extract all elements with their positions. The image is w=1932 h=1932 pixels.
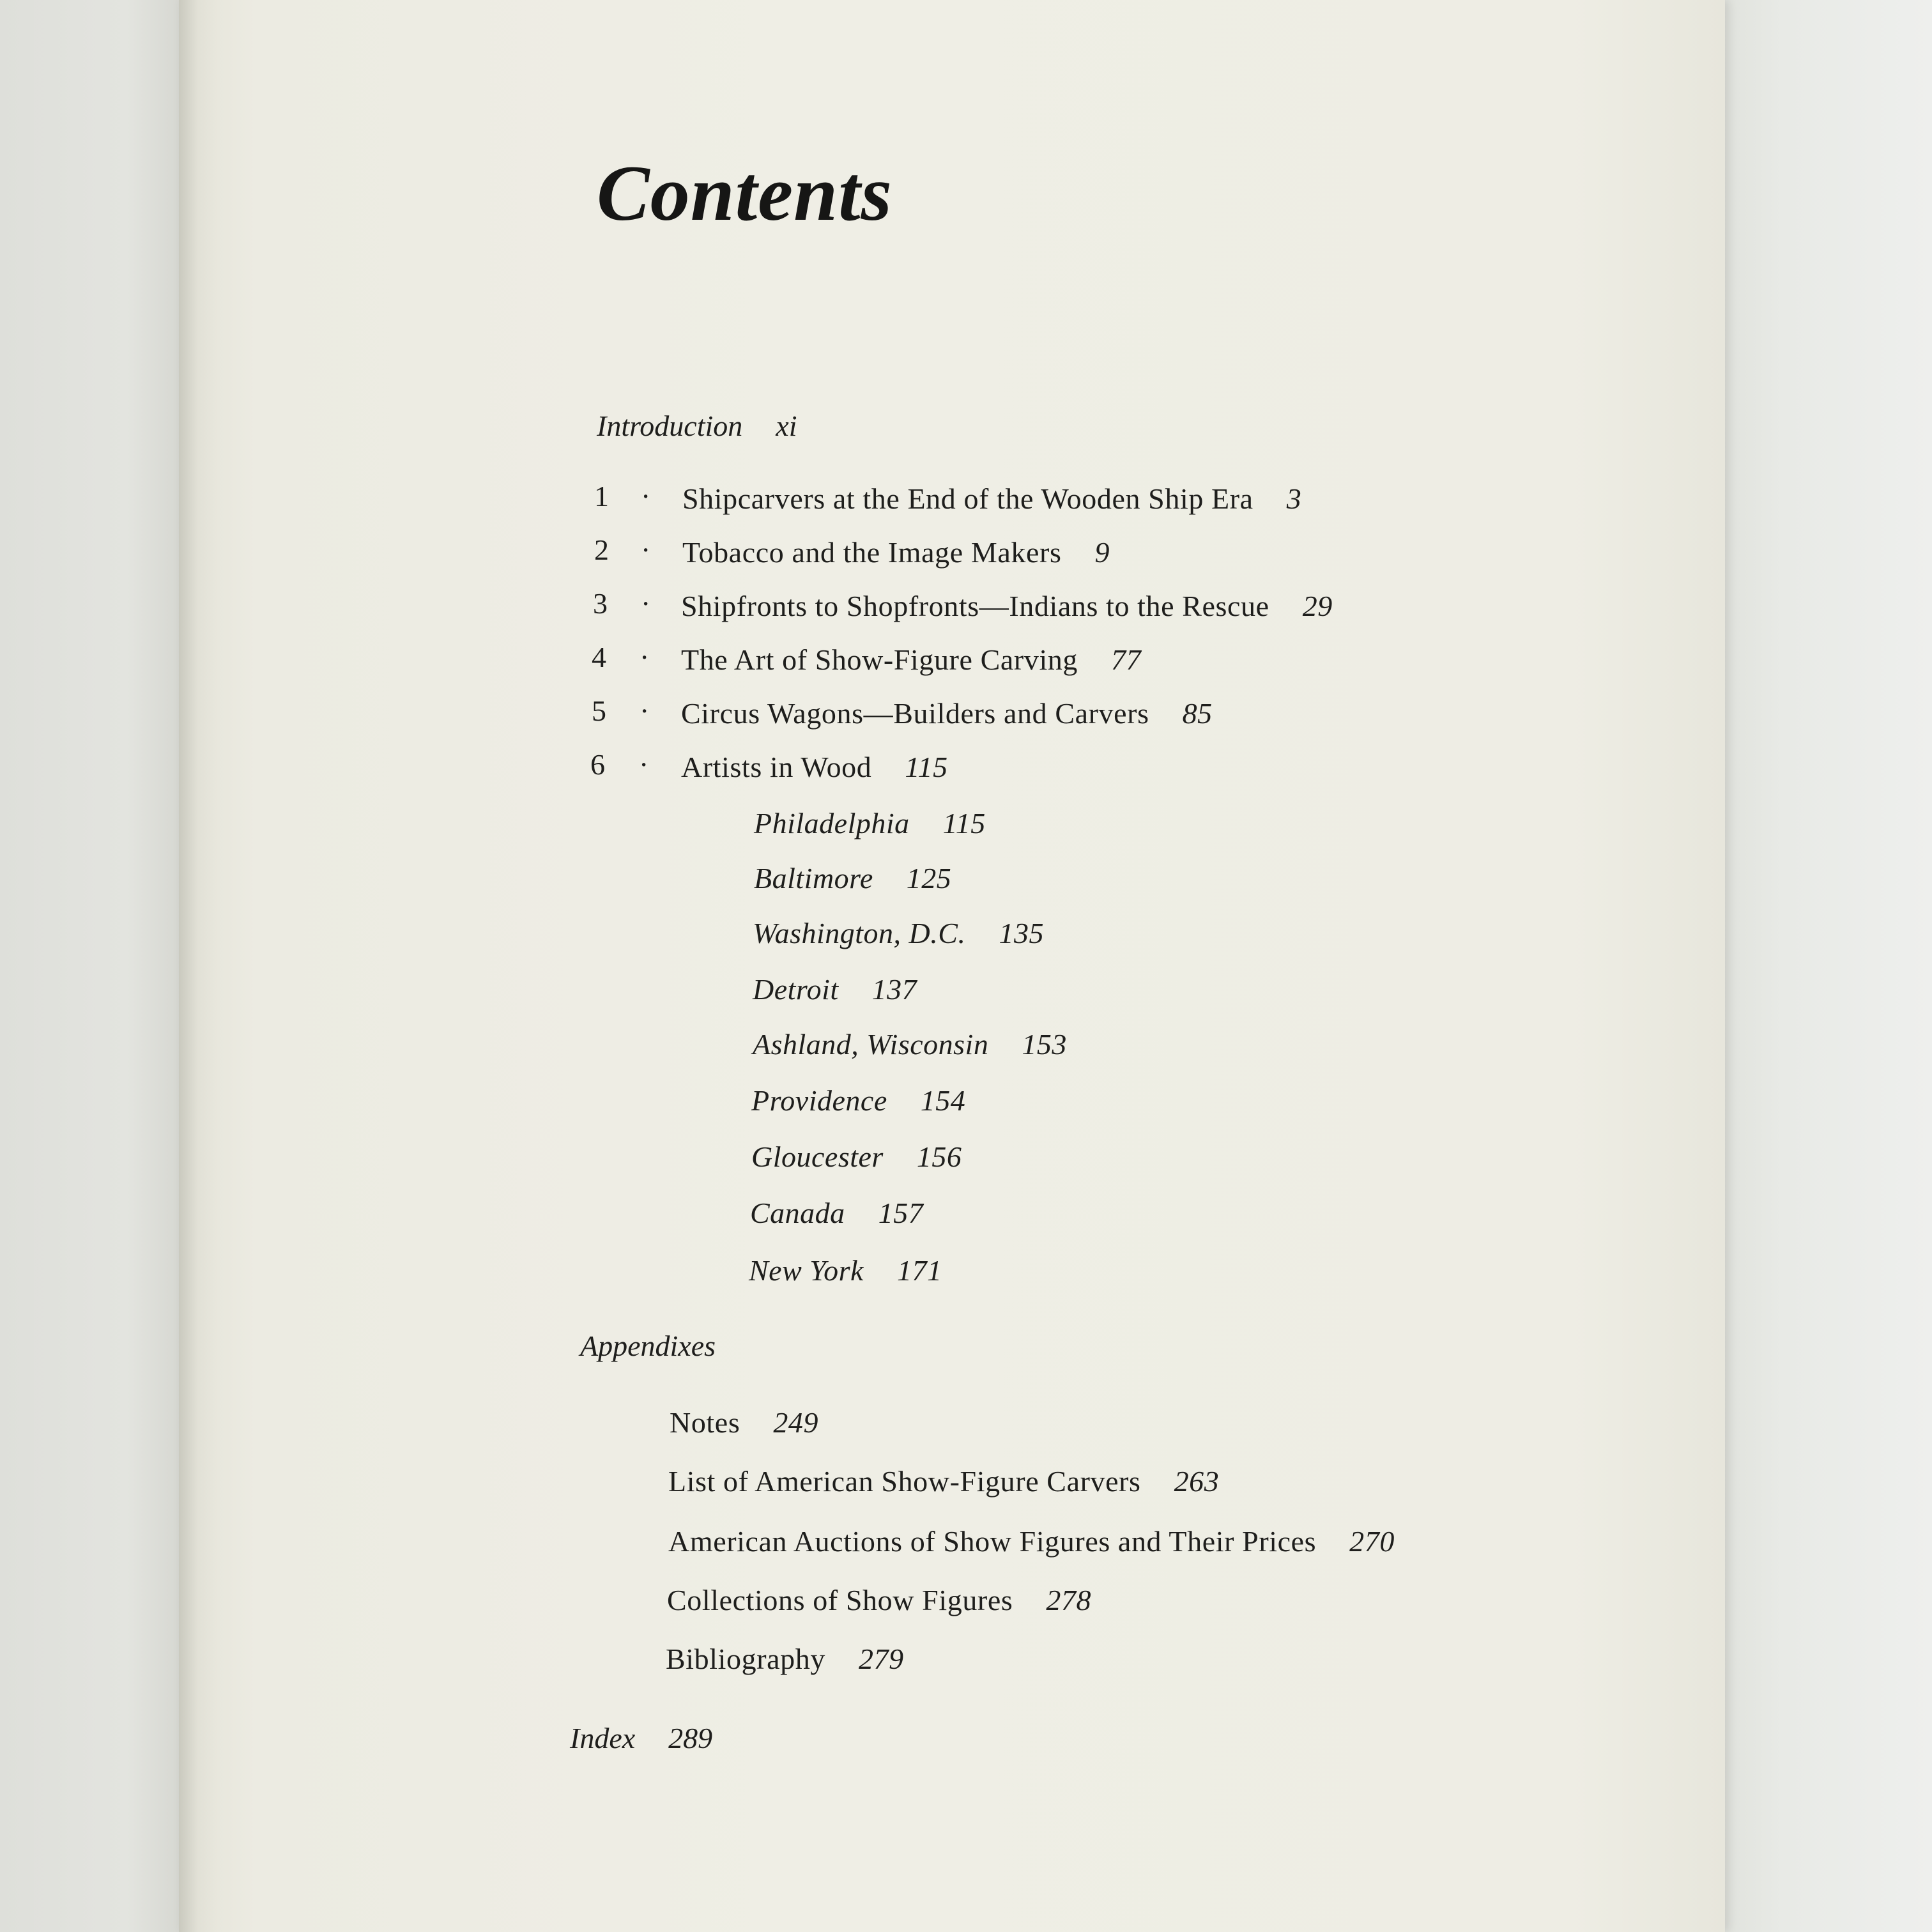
subsection-page: 154 — [920, 1084, 966, 1117]
chapter-title: Shipfronts to Shopfronts—Indians to the Rescue — [681, 590, 1269, 622]
subsection-page: 135 — [999, 917, 1044, 949]
subsection-title: Baltimore — [754, 862, 873, 894]
chapter-entry — [681, 589, 1333, 623]
subsection-page: 125 — [906, 862, 952, 894]
chapter-number: 3 — [593, 587, 608, 620]
subsection-title: Philadelphia — [754, 807, 910, 839]
appendix-title: List of American Show-Figure Carvers — [668, 1465, 1141, 1498]
index-label: Index — [570, 1722, 636, 1754]
chapter-entry — [682, 482, 1301, 516]
appendix-title: American Auctions of Show Figures and Their Prices — [668, 1525, 1317, 1558]
appendix-entry — [668, 1524, 1395, 1558]
subsection-page: 171 — [896, 1254, 942, 1287]
chapter-number: 5 — [592, 694, 606, 727]
subsection-title: Gloucester — [751, 1140, 884, 1173]
subsection-page: 157 — [878, 1197, 924, 1229]
subsection-page: 156 — [916, 1140, 962, 1173]
chapter-page: 77 — [1111, 643, 1142, 676]
subsection-entry — [753, 972, 917, 1006]
toc-introduction — [597, 409, 797, 443]
subsection-title: Washington, D.C. — [753, 917, 966, 949]
chapter-page: 29 — [1302, 590, 1333, 622]
chapter-number: 4 — [592, 641, 606, 673]
subsection-title: Ashland, Wisconsin — [753, 1028, 989, 1061]
subsection-entry — [754, 806, 986, 840]
chapter-number: 6 — [590, 748, 605, 781]
appendix-page: 249 — [773, 1406, 819, 1439]
appendix-title: Notes — [670, 1406, 740, 1439]
subsection-title: New York — [749, 1254, 864, 1287]
chapter-entry — [681, 750, 948, 784]
chapter-separator: · — [640, 641, 650, 673]
background-surface — [1719, 0, 1932, 1932]
introduction-page: xi — [776, 410, 797, 442]
chapter-number: 2 — [594, 533, 609, 566]
subsection-entry — [750, 1196, 923, 1230]
chapter-page: 85 — [1182, 697, 1213, 730]
chapter-title: Artists in Wood — [681, 751, 872, 783]
chapter-title: The Art of Show-Figure Carving — [681, 643, 1078, 676]
chapter-separator: · — [641, 587, 651, 620]
page-gutter-shadow — [179, 0, 217, 1932]
subsection-entry — [751, 1084, 965, 1117]
chapter-separator: · — [641, 533, 651, 566]
subsection-entry — [753, 1027, 1067, 1061]
chapter-entry — [681, 696, 1213, 730]
book-page — [179, 0, 1725, 1932]
subsection-title: Detroit — [753, 973, 839, 1006]
subsection-page: 153 — [1022, 1028, 1067, 1061]
chapter-entry — [681, 643, 1141, 677]
subsection-entry — [751, 1140, 962, 1174]
appendix-entry — [667, 1583, 1091, 1617]
chapter-separator: · — [641, 480, 651, 512]
subsection-entry — [754, 861, 951, 895]
appendix-page: 278 — [1046, 1584, 1092, 1616]
appendix-page: 263 — [1174, 1465, 1220, 1498]
chapter-title: Tobacco and the Image Makers — [682, 536, 1062, 569]
underlying-page — [0, 0, 182, 1932]
appendix-title: Collections of Show Figures — [667, 1584, 1013, 1616]
subsection-entry — [749, 1254, 942, 1287]
appendix-entry — [670, 1406, 818, 1439]
appendix-entry — [668, 1464, 1219, 1498]
chapter-title: Circus Wagons—Builders and Carvers — [681, 697, 1149, 730]
appendix-title: Bibliography — [666, 1643, 825, 1675]
introduction-label: Introduction — [597, 410, 743, 442]
chapter-entry — [682, 535, 1110, 569]
index-page: 289 — [668, 1722, 713, 1754]
chapter-page: 3 — [1286, 482, 1302, 515]
chapter-separator: · — [639, 748, 649, 781]
subsection-page: 137 — [871, 973, 917, 1006]
chapter-page: 115 — [905, 751, 948, 783]
chapter-title: Shipcarvers at the End of the Wooden Ship Era — [682, 482, 1254, 515]
subsection-title: Canada — [750, 1197, 845, 1229]
chapter-number: 1 — [594, 480, 609, 512]
page-title: Contents — [597, 150, 893, 237]
appendixes-heading: Appendixes — [580, 1330, 716, 1362]
appendix-page: 270 — [1349, 1525, 1395, 1558]
subsection-entry — [753, 916, 1044, 950]
chapter-separator: · — [640, 694, 650, 727]
subsection-page: 115 — [942, 807, 986, 839]
chapter-page: 9 — [1094, 536, 1110, 569]
toc-index — [570, 1721, 712, 1755]
subsection-title: Providence — [751, 1084, 887, 1117]
appendix-entry — [666, 1642, 904, 1676]
appendix-page: 279 — [858, 1643, 904, 1675]
